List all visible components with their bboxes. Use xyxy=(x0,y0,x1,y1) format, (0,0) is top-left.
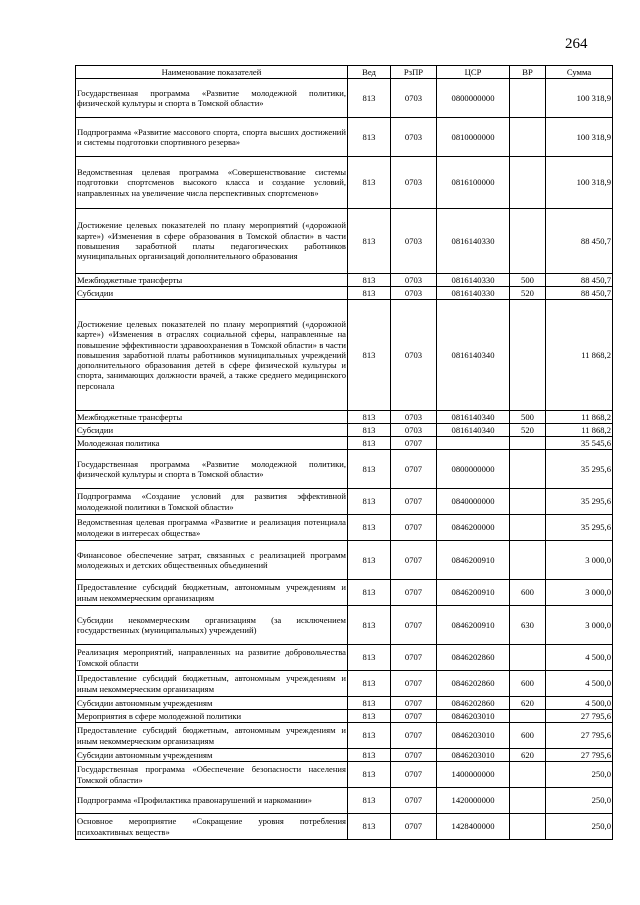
row-vr-cell: 630 xyxy=(510,606,546,645)
table-row xyxy=(76,671,613,697)
row-sum-cell: 4 500,0 xyxy=(546,671,613,697)
row-rzpr-cell: 0707 xyxy=(391,697,437,710)
row-vr-cell xyxy=(510,814,546,840)
row-name-cell: Государственная программа «Развитие молодежной политики, физической культуры и спорта в Томской области» xyxy=(76,79,348,118)
row-name-cell: Достижение целевых показателей по плану мероприятий («дорожной карте») «Изменения в сфере образования в Томской области» в части повышения заработной платы педагогических работников муниципальных организаций дополнительного образования xyxy=(76,209,348,274)
row-ved-cell: 813 xyxy=(348,814,391,840)
row-vr-cell xyxy=(510,710,546,723)
row-rzpr-cell: 0703 xyxy=(391,274,437,287)
table-header-row xyxy=(76,66,613,79)
row-sum-cell: 100 318,9 xyxy=(546,118,613,157)
row-csr-cell: 0816140340 xyxy=(437,411,510,424)
row-vr-cell xyxy=(510,450,546,489)
row-vr-cell xyxy=(510,762,546,788)
row-vr-cell xyxy=(510,788,546,814)
row-rzpr-cell: 0703 xyxy=(391,300,437,411)
column-header-csr: ЦСР xyxy=(437,66,510,79)
row-ved-cell: 813 xyxy=(348,274,391,287)
row-ved-cell: 813 xyxy=(348,450,391,489)
row-csr-cell: 0846203010 xyxy=(437,710,510,723)
table-row xyxy=(76,814,613,840)
column-header-vr: ВР xyxy=(510,66,546,79)
row-vr-cell: 600 xyxy=(510,580,546,606)
row-rzpr-cell: 0707 xyxy=(391,541,437,580)
row-csr-cell: 0846200910 xyxy=(437,606,510,645)
row-rzpr-cell: 0703 xyxy=(391,424,437,437)
row-rzpr-cell: 0707 xyxy=(391,671,437,697)
row-vr-cell xyxy=(510,300,546,411)
column-header-sum: Сумма xyxy=(546,66,613,79)
table-row xyxy=(76,437,613,450)
row-ved-cell: 813 xyxy=(348,300,391,411)
row-name-cell: Межбюджетные трансферты xyxy=(76,411,348,424)
row-sum-cell: 27 795,6 xyxy=(546,710,613,723)
row-ved-cell: 813 xyxy=(348,697,391,710)
row-rzpr-cell: 0707 xyxy=(391,450,437,489)
row-vr-cell: 500 xyxy=(510,274,546,287)
row-ved-cell: 813 xyxy=(348,710,391,723)
row-rzpr-cell: 0707 xyxy=(391,606,437,645)
column-header-name: Наименование показателей xyxy=(76,66,348,79)
row-rzpr-cell: 0707 xyxy=(391,710,437,723)
row-rzpr-cell: 0703 xyxy=(391,79,437,118)
row-rzpr-cell: 0707 xyxy=(391,580,437,606)
row-rzpr-cell: 0707 xyxy=(391,788,437,814)
row-vr-cell xyxy=(510,437,546,450)
row-sum-cell: 4 500,0 xyxy=(546,645,613,671)
row-ved-cell: 813 xyxy=(348,788,391,814)
row-csr-cell: 0810000000 xyxy=(437,118,510,157)
row-rzpr-cell: 0703 xyxy=(391,411,437,424)
row-sum-cell: 11 868,2 xyxy=(546,411,613,424)
row-sum-cell: 3 000,0 xyxy=(546,580,613,606)
row-vr-cell xyxy=(510,209,546,274)
row-csr-cell: 0846200910 xyxy=(437,541,510,580)
row-vr-cell: 600 xyxy=(510,723,546,749)
row-sum-cell: 3 000,0 xyxy=(546,606,613,645)
table-row xyxy=(76,762,613,788)
row-name-cell: Государственная программа «Развитие молодежной политики, физической культуры и спорта в Томской области» xyxy=(76,450,348,489)
row-sum-cell: 3 000,0 xyxy=(546,541,613,580)
row-name-cell: Финансовое обеспечение затрат, связанных с реализацией программ молодежных и детских общественных объединений xyxy=(76,541,348,580)
table-row xyxy=(76,489,613,515)
row-csr-cell: 0840000000 xyxy=(437,489,510,515)
table-row xyxy=(76,541,613,580)
table-row xyxy=(76,606,613,645)
table-row xyxy=(76,749,613,762)
table-row xyxy=(76,697,613,710)
column-header-rzpr: РзПР xyxy=(391,66,437,79)
row-vr-cell xyxy=(510,157,546,209)
row-vr-cell xyxy=(510,118,546,157)
row-sum-cell: 11 868,2 xyxy=(546,424,613,437)
table-row xyxy=(76,157,613,209)
row-csr-cell: 1400000000 xyxy=(437,762,510,788)
row-rzpr-cell: 0707 xyxy=(391,814,437,840)
row-vr-cell xyxy=(510,645,546,671)
row-csr-cell: 0846200910 xyxy=(437,580,510,606)
row-ved-cell: 813 xyxy=(348,79,391,118)
row-ved-cell: 813 xyxy=(348,489,391,515)
row-sum-cell: 4 500,0 xyxy=(546,697,613,710)
row-ved-cell: 813 xyxy=(348,541,391,580)
row-name-cell: Ведомственная целевая программа «Совершенствование системы подготовки спортсменов высокого класса и создание условий, направленных на увеличение числа перспективных спортсменов» xyxy=(76,157,348,209)
row-name-cell: Субсидии xyxy=(76,287,348,300)
row-rzpr-cell: 0707 xyxy=(391,645,437,671)
table-row xyxy=(76,788,613,814)
row-sum-cell: 88 450,7 xyxy=(546,209,613,274)
row-csr-cell: 0846202860 xyxy=(437,697,510,710)
table-row xyxy=(76,287,613,300)
row-ved-cell: 813 xyxy=(348,118,391,157)
row-csr-cell: 0846203010 xyxy=(437,749,510,762)
row-rzpr-cell: 0703 xyxy=(391,209,437,274)
row-rzpr-cell: 0707 xyxy=(391,437,437,450)
row-ved-cell: 813 xyxy=(348,411,391,424)
row-sum-cell: 35 545,6 xyxy=(546,437,613,450)
row-sum-cell: 11 868,2 xyxy=(546,300,613,411)
row-csr-cell: 1428400000 xyxy=(437,814,510,840)
row-sum-cell: 35 295,6 xyxy=(546,515,613,541)
row-name-cell: Достижение целевых показателей по плану мероприятий («дорожной карте») «Изменения в отраслях социальной сферы, направленные на повышение эффективности здравоохранения в Томской области» в части повышения заработной платы работников муниципальных учреждений дополнительного образования детей в сфере физической культуры и спорта, занимающих должности врачей, а также среднего медицинского персонала xyxy=(76,300,348,411)
table-row xyxy=(76,79,613,118)
row-sum-cell: 35 295,6 xyxy=(546,489,613,515)
row-ved-cell: 813 xyxy=(348,157,391,209)
table-row xyxy=(76,645,613,671)
row-name-cell: Предоставление субсидий бюджетным, автономным учреждениям и иным некоммерческим организациям xyxy=(76,723,348,749)
table-row xyxy=(76,723,613,749)
row-sum-cell: 27 795,6 xyxy=(546,723,613,749)
table-row xyxy=(76,450,613,489)
row-ved-cell: 813 xyxy=(348,515,391,541)
row-name-cell: Субсидии автономным учреждениям xyxy=(76,749,348,762)
row-name-cell: Субсидии автономным учреждениям xyxy=(76,697,348,710)
budget-table xyxy=(75,65,613,840)
table-row xyxy=(76,580,613,606)
row-rzpr-cell: 0703 xyxy=(391,118,437,157)
row-ved-cell: 813 xyxy=(348,645,391,671)
row-csr-cell: 0846200000 xyxy=(437,515,510,541)
row-name-cell: Подпрограмма «Профилактика правонарушений и наркомании» xyxy=(76,788,348,814)
row-ved-cell: 813 xyxy=(348,287,391,300)
row-name-cell: Межбюджетные трансферты xyxy=(76,274,348,287)
row-vr-cell: 520 xyxy=(510,424,546,437)
row-vr-cell xyxy=(510,515,546,541)
row-ved-cell: 813 xyxy=(348,209,391,274)
table-row xyxy=(76,300,613,411)
page-number: 264 xyxy=(565,36,588,52)
row-csr-cell: 0816140340 xyxy=(437,300,510,411)
row-vr-cell: 520 xyxy=(510,287,546,300)
row-csr-cell: 0800000000 xyxy=(437,79,510,118)
row-name-cell: Мероприятия в сфере молодежной политики xyxy=(76,710,348,723)
row-sum-cell: 100 318,9 xyxy=(546,157,613,209)
row-ved-cell: 813 xyxy=(348,671,391,697)
row-name-cell: Подпрограмма «Развитие массового спорта, спорта высших достижений и системы подготовки спортивного резерва» xyxy=(76,118,348,157)
row-name-cell: Реализация мероприятий, направленных на развитие добровольчества Томской области xyxy=(76,645,348,671)
row-csr-cell: 0846202860 xyxy=(437,645,510,671)
row-csr-cell: 0846203010 xyxy=(437,723,510,749)
row-csr-cell xyxy=(437,437,510,450)
row-ved-cell: 813 xyxy=(348,424,391,437)
row-rzpr-cell: 0703 xyxy=(391,287,437,300)
row-csr-cell: 0816140330 xyxy=(437,274,510,287)
table-row xyxy=(76,424,613,437)
row-csr-cell: 0816100000 xyxy=(437,157,510,209)
table-row xyxy=(76,710,613,723)
row-ved-cell: 813 xyxy=(348,749,391,762)
row-vr-cell xyxy=(510,489,546,515)
table-row xyxy=(76,411,613,424)
column-header-ved: Вед xyxy=(348,66,391,79)
table-row xyxy=(76,209,613,274)
row-vr-cell: 620 xyxy=(510,697,546,710)
row-vr-cell xyxy=(510,541,546,580)
row-csr-cell: 1420000000 xyxy=(437,788,510,814)
row-vr-cell: 600 xyxy=(510,671,546,697)
table-row xyxy=(76,515,613,541)
row-ved-cell: 813 xyxy=(348,723,391,749)
row-rzpr-cell: 0707 xyxy=(391,723,437,749)
row-ved-cell: 813 xyxy=(348,606,391,645)
row-name-cell: Субсидии некоммерческим организациям (за исключением государственных (муниципальных) учреждений) xyxy=(76,606,348,645)
row-name-cell: Предоставление субсидий бюджетным, автономным учреждениям и иным некоммерческим организациям xyxy=(76,580,348,606)
row-sum-cell: 35 295,6 xyxy=(546,450,613,489)
row-ved-cell: 813 xyxy=(348,437,391,450)
row-csr-cell: 0846202860 xyxy=(437,671,510,697)
row-sum-cell: 250,0 xyxy=(546,762,613,788)
row-name-cell: Подпрограмма «Создание условий для развития эффективной молодежной политики в Томской области» xyxy=(76,489,348,515)
row-sum-cell: 27 795,6 xyxy=(546,749,613,762)
row-name-cell: Ведомственная целевая программа «Развитие и реализация потенциала молодежи в интересах общества» xyxy=(76,515,348,541)
row-ved-cell: 813 xyxy=(348,580,391,606)
row-sum-cell: 100 318,9 xyxy=(546,79,613,118)
row-csr-cell: 0800000000 xyxy=(437,450,510,489)
row-rzpr-cell: 0707 xyxy=(391,489,437,515)
row-rzpr-cell: 0707 xyxy=(391,762,437,788)
row-ved-cell: 813 xyxy=(348,762,391,788)
row-csr-cell: 0816140330 xyxy=(437,287,510,300)
table-row xyxy=(76,274,613,287)
row-name-cell: Государственная программа «Обеспечение безопасности населения Томской области» xyxy=(76,762,348,788)
row-name-cell: Основное мероприятие «Сокращение уровня потребления психоактивных веществ» xyxy=(76,814,348,840)
row-name-cell: Молодежная политика xyxy=(76,437,348,450)
row-csr-cell: 0816140340 xyxy=(437,424,510,437)
table-body xyxy=(76,79,613,840)
row-vr-cell: 500 xyxy=(510,411,546,424)
row-rzpr-cell: 0707 xyxy=(391,515,437,541)
row-csr-cell: 0816140330 xyxy=(437,209,510,274)
row-name-cell: Субсидии xyxy=(76,424,348,437)
row-name-cell: Предоставление субсидий бюджетным, автономным учреждениям и иным некоммерческим организациям xyxy=(76,671,348,697)
row-vr-cell: 620 xyxy=(510,749,546,762)
row-rzpr-cell: 0707 xyxy=(391,749,437,762)
row-sum-cell: 250,0 xyxy=(546,814,613,840)
row-sum-cell: 250,0 xyxy=(546,788,613,814)
row-sum-cell: 88 450,7 xyxy=(546,287,613,300)
row-sum-cell: 88 450,7 xyxy=(546,274,613,287)
row-vr-cell xyxy=(510,79,546,118)
row-rzpr-cell: 0703 xyxy=(391,157,437,209)
table-row xyxy=(76,118,613,157)
